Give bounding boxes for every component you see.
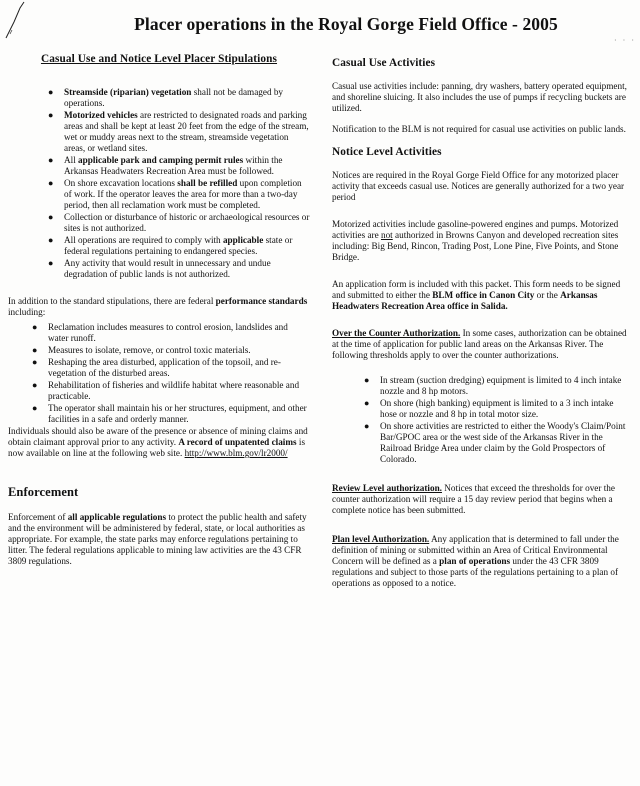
plan-paragraph: Plan level Authorization. Any application that is determined to fall under the definition of mining or submitted within an Area of Critical Environmental Concern will be defined as a plan of operations under the 43 CFR 3809 regulations and subject to those parts of the regulations pertaining to a plan of operations as opposed to a notice. [332,534,619,588]
casual-heading: Casual Use Activities [332,57,436,69]
right-column [332,58,630,599]
notice-paragraph-1: Notices are required in the Royal Gorge Field Office for any motorized placer activity that exceeds casual use. Notices are generally authorized for a two year period [332,170,625,202]
lr2000-link[interactable]: http://www.blm.gov/lr2000/ [184,448,288,458]
stipulations-heading: Casual Use and Notice Level Placer Stipulations [40,53,278,65]
review-paragraph: Review Level authorization. Notices that exceed the thresholds for over the counter authorization will require a 15 day review period that begins when a complete notice has been submitted. [332,483,615,515]
list-item: ● Streamside (riparian) vegetation shall not be damaged by operations. [48,87,284,108]
list-item: ● Motorized vehicles are restricted to designated roads and parking areas and shall be kept at least 20 feet from the edge of the stream, wet or muddy areas next to the stream, streamside vegetation areas, or wetland sites. [48,110,309,153]
review-heading: Review Level authorization. [332,483,442,493]
page-title: Placer operations in the Royal Gorge Field Office - 2005 [134,14,558,34]
plan-heading: Plan level Authorization. [332,534,430,544]
list-item: ● The operator shall maintain his or her structures, equipment, and other facilities in a safe and orderly manner. [32,403,307,424]
casual-paragraph-1: Casual use activities include: panning, dry washers, battery operated equipment, and shoreline sluicing. It also includes the use of pumps if recycling buckets are utilized. [332,81,627,113]
list-item: ● Rehabilitation of fisheries and wildlife habitat where reasonable and practicable. [32,380,300,401]
pen-scratch-mark [4,0,34,40]
list-item: ● On shore activities are restricted to either the Woody's Claim/Point Bar/GPOC area or the west side of the Arkansas River in the Railroad Bridge Area under claim by the Gold Prospectors of Colorado. [364,421,626,464]
list-item: ● All operations are required to comply with applicable state or federal regulations pertaining to endangered species. [48,235,293,256]
performance-intro: In addition to the standard stipulations, there are federal performance standards including: [8,296,308,317]
left-column [8,54,310,577]
list-item: ● Collection or disturbance of historic or archaeological resources or sites is not authorized. [48,212,310,233]
notice-heading: Notice Level Activities [332,146,442,158]
casual-paragraph-2: Notification to the BLM is not required for casual use activities on public lands. [332,124,626,134]
enforcement-heading: Enforcement [8,485,79,499]
list-item: ● Measures to isolate, remove, or control toxic materials. [32,345,251,355]
notice-paragraph-3: An application form is included with this packet. This form needs to be signed and submitted to either the BLM office in Canon City or the Arkansas Headwaters Recreation Area office in Salida. [332,279,621,311]
counter-list [364,375,630,465]
list-item: ● Reclamation includes measures to control erosion, landslides and water runoff. [32,322,288,343]
performance-list [32,322,310,425]
counter-heading: Over the Counter Authorization. [332,328,461,338]
scan-specks: · · · [614,36,636,45]
stipulations-list [48,87,310,280]
list-item: ● On shore excavation locations shall be refilled upon completion of work. If the operator leaves the area for more than a two-day period, then all reclamation work must be completed. [48,178,302,210]
list-item: ● Any activity that would result in unnecessary and undue degradation of public lands is not authorized. [48,258,271,279]
counter-paragraph: Over the Counter Authorization. In some cases, authorization can be obtained at the time of application for public land areas on the Arkansas River. The following thresholds apply to over the counter authorizations. [332,328,627,360]
list-item: ● On shore (high banking) equipment is limited to a 3 inch intake hose or nozzle and 8 hp in total motor size. [364,398,614,419]
claims-paragraph: Individuals should also be aware of the presence or absence of mining claims and obtain claimant approval prior to any activity. A record of unpatented claims is now available on line at the following web site. http://www.blm.gov/lr2000/ [8,426,308,458]
list-item: ● In stream (suction dredging) equipment is limited to 4 inch intake nozzle and 8 hp motors. [364,375,622,396]
enforcement-paragraph: Enforcement of all applicable regulations to protect the public health and safety and the environment will be administered by federal, state, or local authorities as appropriate. For example, the state parks may enforce regulations pertaining to litter. The federal regulations applicable to mining law activities are the 43 CFR 3809 regulations. [8,512,307,566]
list-item: ● Reshaping the area disturbed, application of the topsoil, and re-vegetation of the disturbed areas. [32,357,281,378]
notice-paragraph-2: Motorized activities include gasoline-powered engines and pumps. Motorized activities are not authorized in Browns Canyon and developed recreation sites including: Big Bend, Rincon, Trading Post, Lone Pine, Five Points, and Stone Bridge. [332,219,619,262]
list-item: ● All applicable park and camping permit rules within the Arkansas Headwaters Recreation Area must be followed. [48,155,283,176]
